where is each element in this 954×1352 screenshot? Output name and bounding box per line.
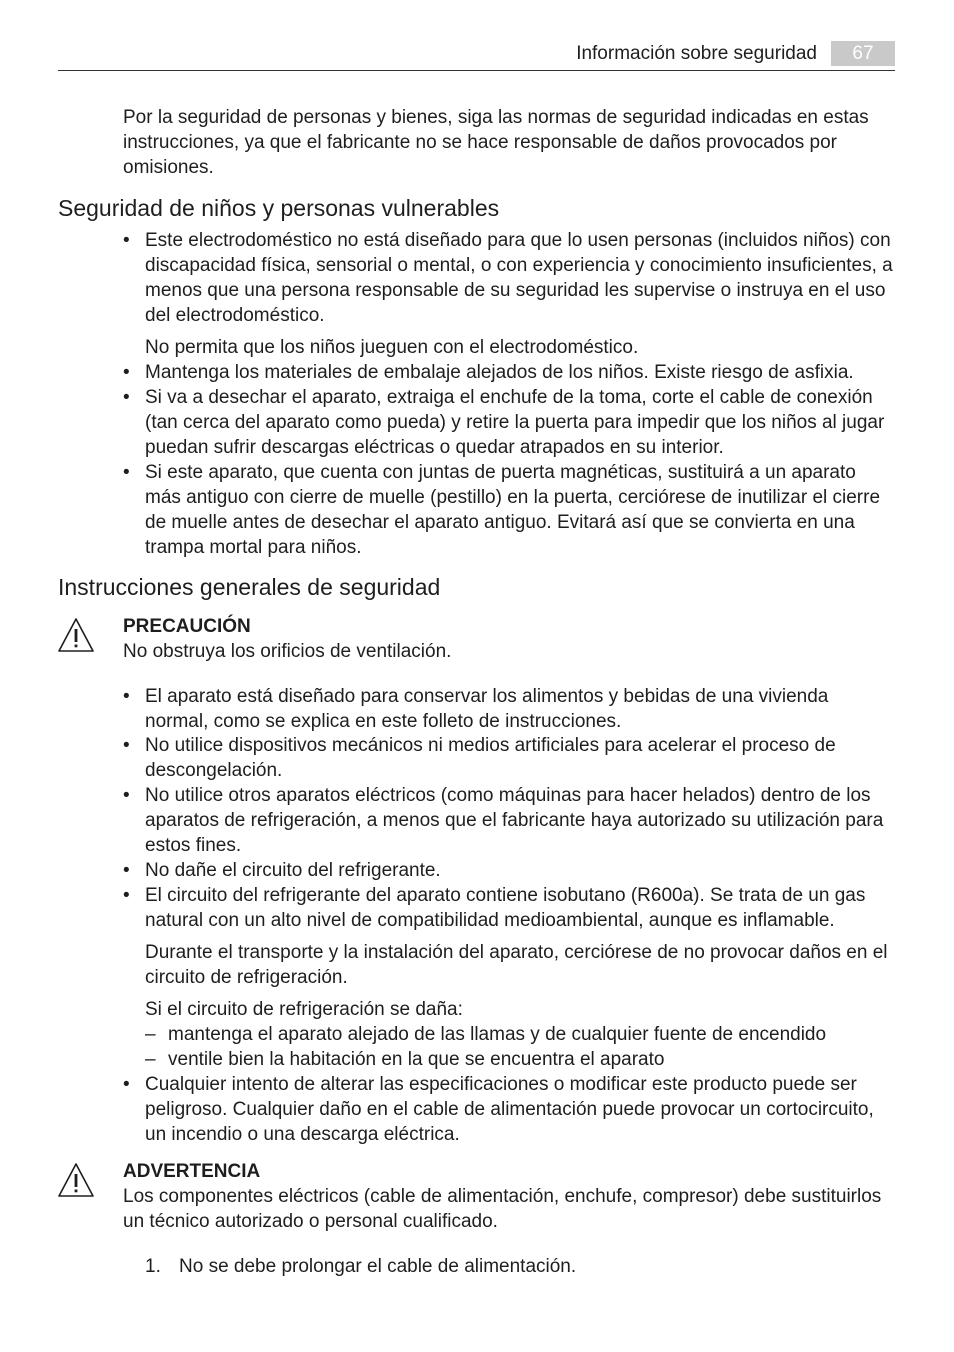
warning-text: Los componentes eléctricos (cable de alimentación, enchufe, compresor) debe sustituirlos un técnico autorizado o personal cualificado.: [123, 1186, 882, 1232]
list-item: [123, 360, 895, 385]
bullet-marker: •: [123, 686, 130, 707]
bullet-marker: •: [123, 885, 130, 906]
list-item: [123, 858, 895, 883]
list-item-text: Cualquier intento de alterar las especificaciones o modificar este producto puede ser peligroso. Cualquier daño en el cable de alimentación puede provocar un cortocircuito, un incendio o una descarga eléctrica.: [145, 1074, 874, 1145]
bullet-marker: •: [123, 362, 130, 383]
dash-item-text: ventile bien la habitación en la que se encuentra el aparato: [168, 1049, 665, 1070]
dash-item: [145, 1022, 895, 1047]
list-item-text: Este electrodoméstico no está diseñado para que lo usen personas (incluidos niños) con discapacidad física, sensorial o mental, o con experiencia y conocimiento insuficientes, a menos que una persona responsable de su seguridad les supervise o instruya en el uso del electrodoméstico.: [145, 230, 893, 326]
list-item: [123, 783, 895, 858]
list-item: [123, 385, 895, 460]
dash-marker: –: [145, 1024, 156, 1045]
list-item: [123, 1072, 895, 1147]
section-heading-general-safety: Instrucciones generales de seguridad: [58, 574, 441, 600]
warning-triangle-icon: [57, 617, 95, 653]
numbered-item: [145, 1254, 895, 1279]
header-title: Información sobre seguridad: [576, 43, 817, 64]
header-rule: [58, 70, 895, 71]
list-item-text: Si este aparato, que cuenta con juntas de puerta magnéticas, sustituirá a un aparato más antiguo con cierre de muelle (pestillo) en la puerta, cerciórese de inutilizar el cierre de muelle antes de desechar el aparato antiguo. Evitará así que se convierta en una trampa mortal para niños.: [145, 462, 881, 558]
list-item-text: El aparato está diseñado para conservar los alimentos y bebidas de una vivienda normal, como se explica en este folleto de instrucciones.: [145, 686, 829, 732]
list-item-text: No dañe el circuito del refrigerante.: [145, 860, 441, 881]
list-item-note: Durante el transporte y la instalación del aparato, cerciórese de no provocar daños en el circuito de refrigeración.: [145, 942, 888, 988]
bullet-marker: •: [123, 462, 130, 483]
numbered-item-text: No se debe prolongar el cable de alimentación.: [179, 1256, 577, 1277]
dash-item-text: mantenga el aparato alejado de las llamas y de cualquier fuente de encendido: [168, 1024, 827, 1045]
list-item-text: No utilice otros aparatos eléctricos (como máquinas para hacer helados) dentro de los aparatos de refrigeración, a menos que el fabricante haya autorizado su utilización para estos fines.: [145, 785, 884, 856]
numbered-marker: 1.: [145, 1256, 161, 1277]
list-item: [123, 684, 895, 734]
list-item: [123, 460, 895, 560]
warning-title: ADVERTENCIA: [123, 1161, 261, 1182]
bullet-marker: •: [123, 735, 130, 756]
list-item: [123, 228, 895, 328]
caution-title: PRECAUCIÓN: [123, 616, 251, 637]
page-number: 67: [831, 41, 895, 66]
intro-paragraph: Por la seguridad de personas y bienes, siga las normas de seguridad indicadas en estas instrucciones, ya que el fabricante no se hace responsable de daños provocados por omisiones.: [123, 107, 869, 178]
list-item-note: Si el circuito de refrigeración se daña:: [145, 999, 463, 1020]
list-item: [123, 883, 895, 933]
bullet-marker: •: [123, 785, 130, 806]
dash-marker: –: [145, 1049, 156, 1070]
list-item-note: No permita que los niños jueguen con el electrodoméstico.: [145, 337, 639, 358]
bullet-marker: •: [123, 230, 130, 251]
bullet-marker: •: [123, 860, 130, 881]
list-item: [123, 733, 895, 783]
bullet-marker: •: [123, 1074, 130, 1095]
section-heading-children-safety: Seguridad de niños y personas vulnerables: [58, 195, 500, 221]
bullet-marker: •: [123, 387, 130, 408]
list-item-text: No utilice dispositivos mecánicos ni medios artificiales para acelerar el proceso de descongelación.: [145, 735, 836, 781]
list-item-text: Mantenga los materiales de embalaje alejados de los niños. Existe riesgo de asfixia.: [145, 362, 854, 383]
warning-triangle-icon: [57, 1162, 95, 1198]
dash-item: [145, 1047, 895, 1072]
list-item-text: El circuito del refrigerante del aparato contiene isobutano (R600a). Se trata de un gas natural con un alto nivel de compatibilidad medioambiental, aunque es inflamable.: [145, 885, 866, 931]
list-item-text: Si va a desechar el aparato, extraiga el enchufe de la toma, corte el cable de conexión (tan cerca del aparato como pueda) y retire la puerta para impedir que los niños al jugar puedan sufrir descargas eléctricas o quedar atrapados en su interior.: [145, 387, 885, 458]
caution-text: No obstruya los orificios de ventilación.: [123, 641, 452, 662]
